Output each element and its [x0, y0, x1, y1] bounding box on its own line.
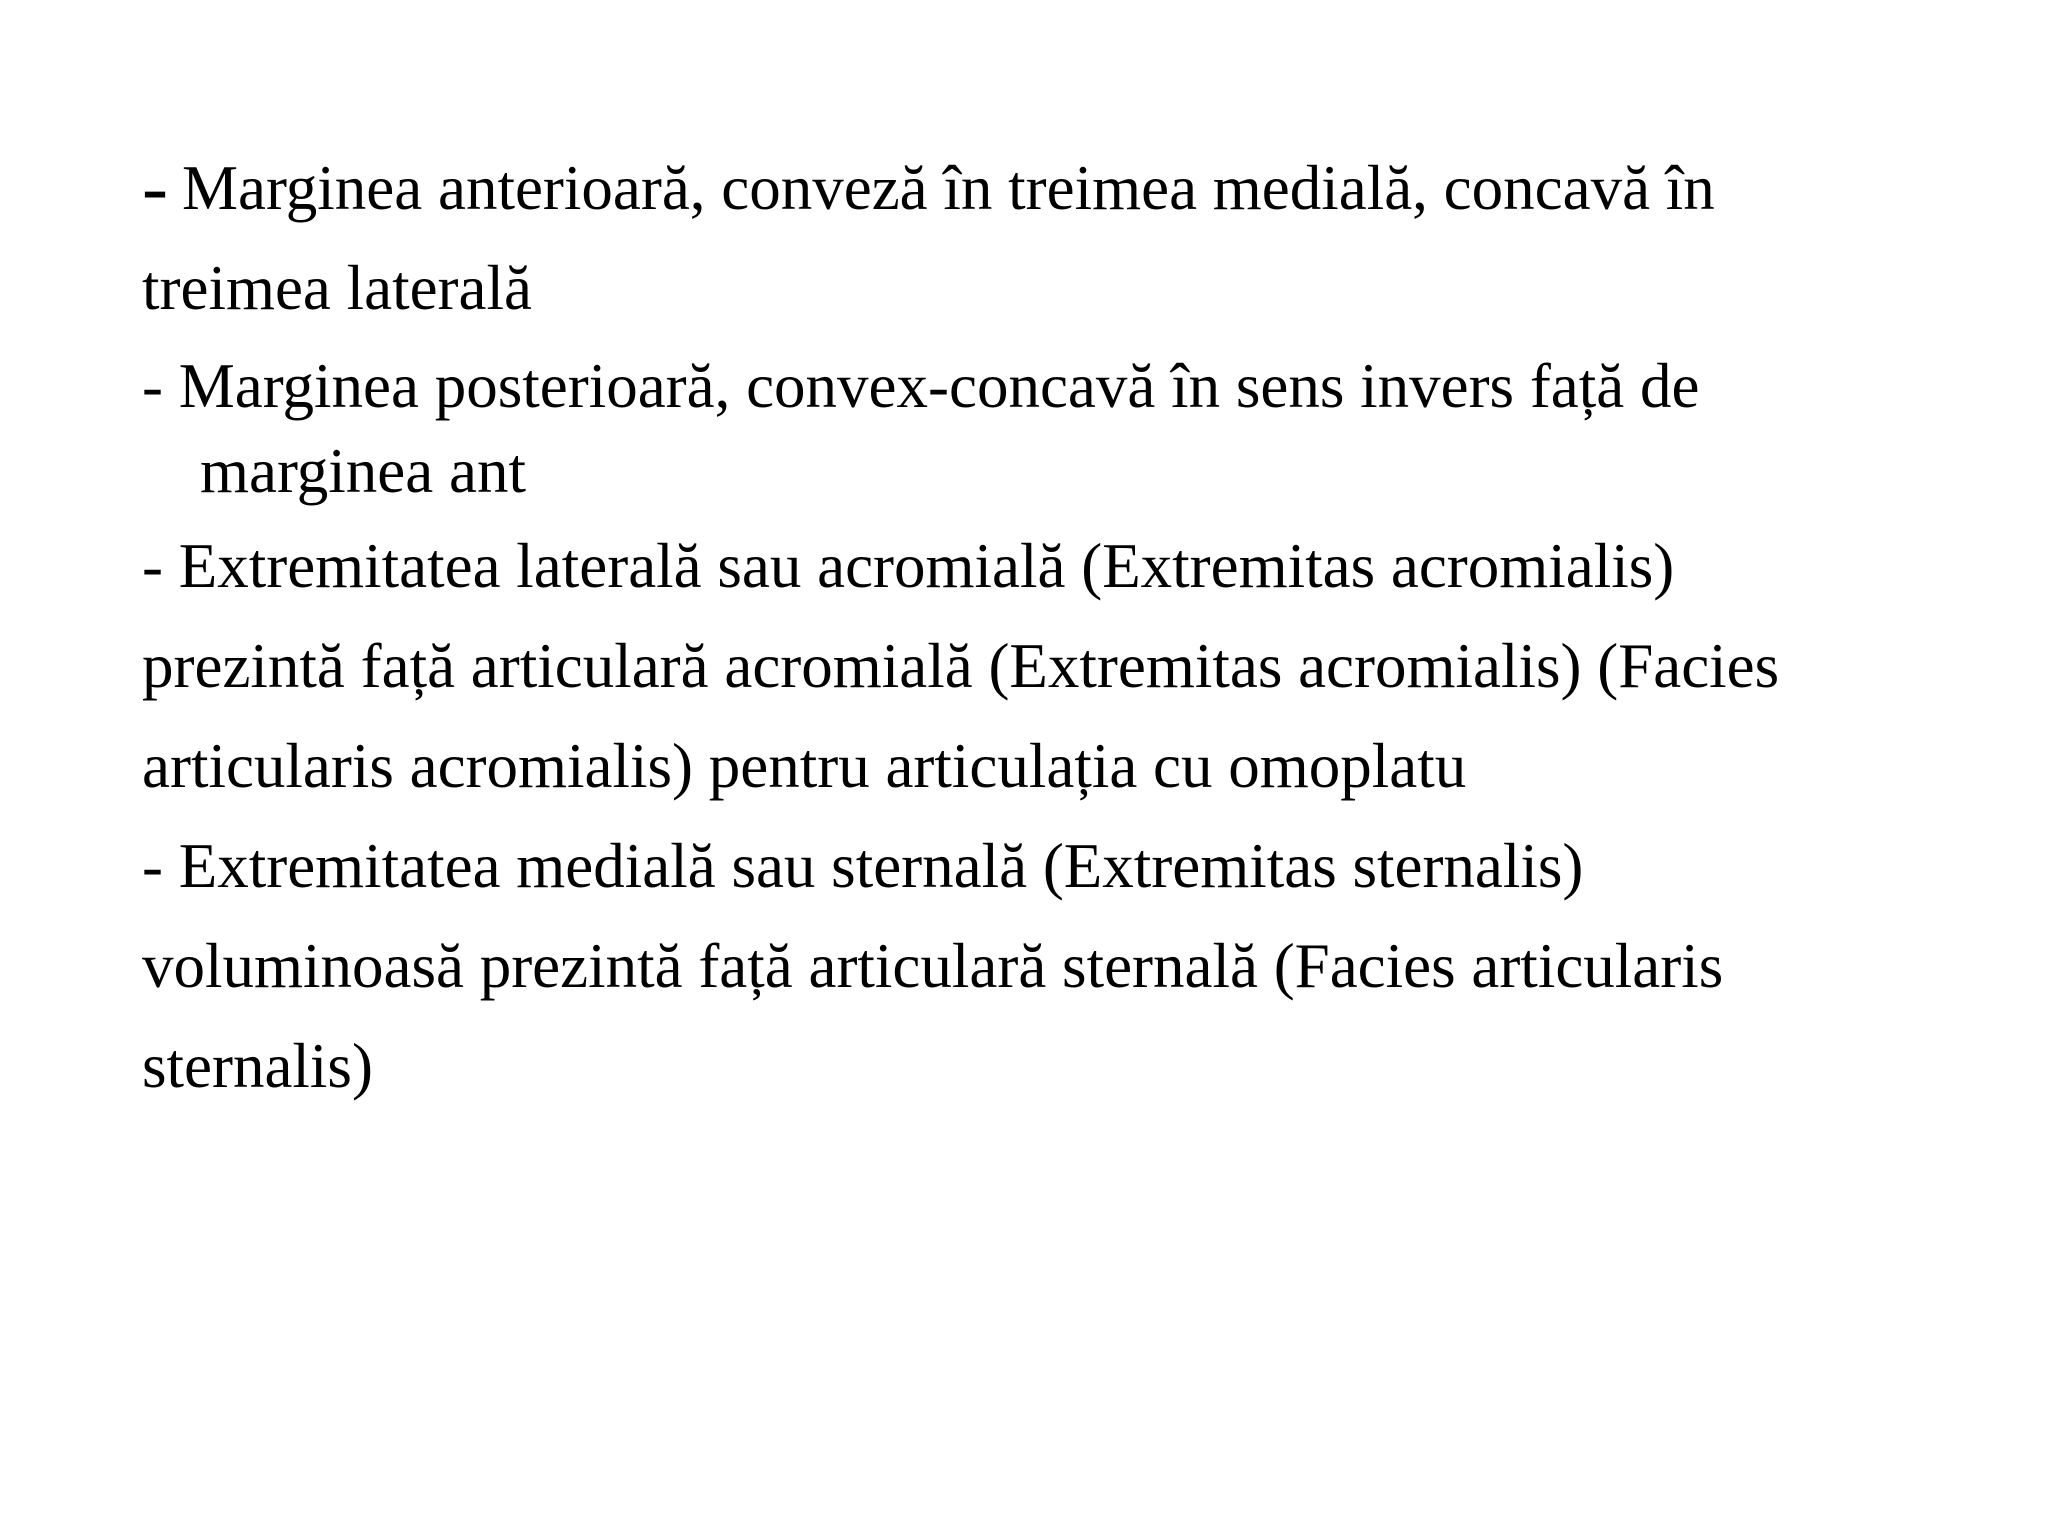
text-line-10: sternalis) [142, 1031, 373, 1101]
text-line-6: prezintă față articulară acromială (Extremitas acromialis) (Facies [142, 631, 1780, 701]
text-line-9: voluminoasă prezintă față articulară sternală (Facies articularis [142, 931, 1724, 1001]
bullet-dash: - [142, 143, 168, 230]
text-line-7: articularis acromialis) pentru articulația cu omoplatu [142, 731, 1467, 801]
text-line-4: marginea ant [200, 436, 526, 506]
text-line-8: - Extremitatea medială sau sternală (Extremitas sternalis) [142, 831, 1584, 901]
text-line-2: treimea laterală [142, 253, 532, 323]
text-line-5: - Extremitatea laterală sau acromială (Extremitas acromialis) [142, 531, 1675, 601]
text-line-3: - Marginea posterioară, convex-concavă în sens invers față de [142, 351, 1700, 421]
text-line-1 [142, 143, 1715, 230]
line-text: Marginea anterioară, conveză în treimea medială, concavă în [181, 153, 1715, 223]
